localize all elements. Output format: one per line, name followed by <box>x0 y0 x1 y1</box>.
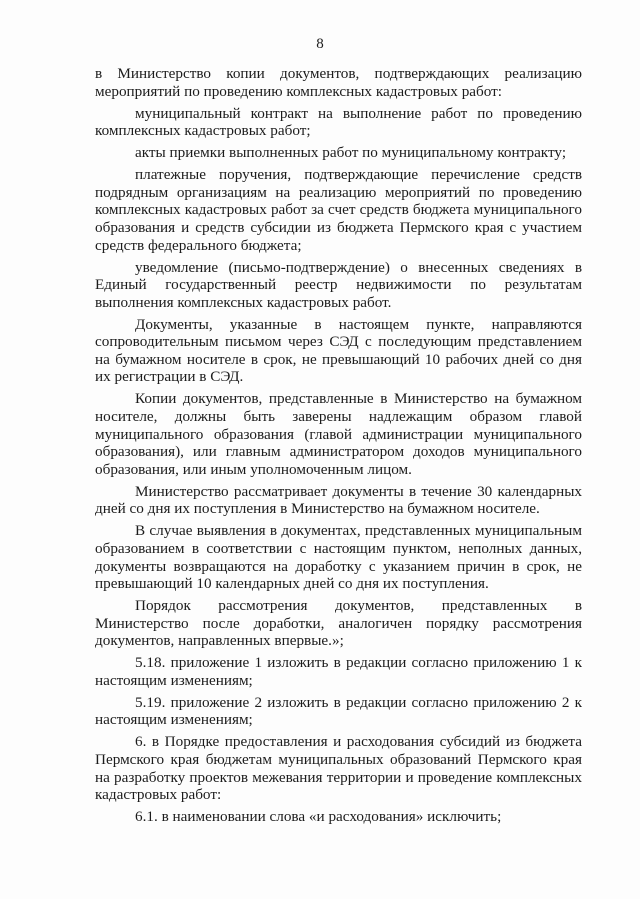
paragraph-6: Документы, указанные в настоящем пункте, направляются сопроводительным письмом через СЭД с последующим представлением на бумажном носителе в срок, не превышающий 10 рабочих дней со дня их регистрации в СЭД. <box>95 315 582 386</box>
paragraph-8: Министерство рассматривает документы в течение 30 календарных дней со дня их поступления в Министерство на бумажном носителе. <box>95 482 582 518</box>
paragraph-11: 5.18. приложение 1 изложить в редакции согласно приложению 1 к настоящим изменениям; <box>95 654 582 689</box>
paragraph-7: Копии документов, представленные в Министерство на бумажном носителе, должны быть заверены надлежащим образом главой муниципального образования (главой администрации муниципального образования), или главным администратором доходов муниципального образования, или иным уполномоченным лицом. <box>95 390 582 478</box>
page-number: 8 <box>316 36 324 52</box>
paragraph-13: 6. в Порядке предоставления и расходования субсидий из бюджета Пермского края бюджетам муниципальных образований Пермского края на разработку проектов межевания территории и проведение комплексных кадастровых работ: <box>95 733 582 804</box>
paragraph-1: в Министерство копии документов, подтверждающих реализацию мероприятий по проведению комплексных кадастровых работ: <box>95 65 582 100</box>
paragraph-10: Порядок рассмотрения документов, представленных в Министерство после доработки, аналогичен порядку рассмотрения документов, направленных впервые.»; <box>95 597 582 650</box>
document-body <box>95 65 582 830</box>
paragraph-2: муниципальный контракт на выполнение работ по проведению комплексных кадастровых работ; <box>95 104 582 140</box>
paragraph-5: уведомление (письмо-подтверждение) о внесенных сведениях в Единый государственный реестр недвижимости по результатам выполнения комплексных кадастровых работ. <box>95 258 582 311</box>
paragraph-14: 6.1. в наименовании слова «и расходования» исключить; <box>135 808 502 826</box>
paragraph-4: платежные поручения, подтверждающие перечисление средств подрядным организациям на реализацию мероприятий по проведению комплексных кадастровых работ за счет средств бюджета муниципального образования и средств субсидии из бюджета Пермского края с участием средств федерального бюджета; <box>95 166 582 254</box>
paragraph-12: 5.19. приложение 2 изложить в редакции согласно приложению 2 к настоящим изменениям; <box>95 693 582 729</box>
paragraph-9: В случае выявления в документах, представленных муниципальным образованием в соответствии с настоящим пунктом, неполных данных, документы возвращаются на доработку с указанием причин в срок, не превышающий 10 календарных дней со дня их поступления. <box>95 522 582 593</box>
paragraph-3: акты приемки выполненных работ по муниципальному контракту; <box>135 144 567 162</box>
